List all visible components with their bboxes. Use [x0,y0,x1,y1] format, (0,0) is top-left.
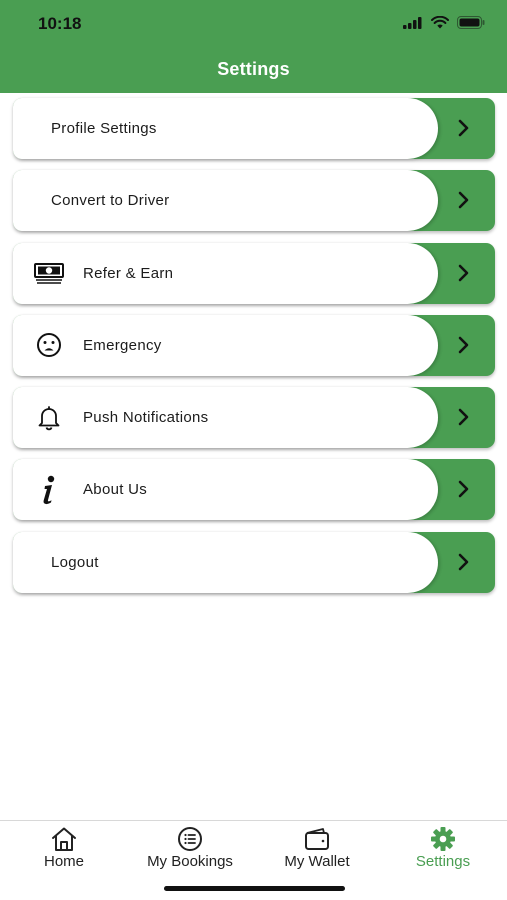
settings-list [13,98,495,604]
battery-icon [457,16,485,29]
status-time: 10:18 [38,14,82,33]
chevron-right-icon [453,118,473,138]
status-icons [403,16,485,29]
wallet-icon [303,826,331,852]
convert-to-driver-item[interactable] [13,170,495,231]
item-label: Logout [51,553,99,571]
tab-my-bookings[interactable] [127,821,253,881]
tab-home[interactable] [1,821,127,881]
card-body [13,459,438,520]
sad-face-icon [31,315,67,376]
chevron-right-icon [453,552,473,572]
item-label: Emergency [83,336,162,354]
tab-label: Settings [415,853,471,870]
push-notifications-item[interactable] [13,387,495,448]
emergency-item[interactable] [13,315,495,376]
chevron-right-icon [453,407,473,427]
item-label: Push Notifications [83,409,209,427]
gear-icon [429,826,457,852]
signal-icon [403,17,423,29]
item-label: About Us [83,481,148,499]
chevron-right-icon [453,479,473,499]
tab-settings[interactable] [380,821,506,881]
card-body [13,387,438,448]
tab-my-wallet[interactable] [254,821,380,881]
profile-settings-item[interactable] [13,98,495,159]
item-label: Profile Settings [51,120,157,137]
wifi-icon [431,16,449,29]
chevron-right-icon [453,335,473,355]
item-label: Convert to Driver [51,192,170,210]
header [0,0,507,93]
card-body [13,243,438,304]
chevron-right-icon [453,190,473,210]
card-body [13,315,438,376]
item-label: Refer & Earn [83,264,174,282]
home-icon [50,826,78,852]
refer-earn-item[interactable] [13,243,495,304]
logout-item[interactable] [13,532,495,593]
chevron-right-icon [453,263,473,283]
about-us-item[interactable] [13,459,495,520]
bell-icon [31,387,67,448]
tab-label: My Wallet [284,853,350,870]
home-indicator [164,886,345,891]
tab-label: My Bookings [147,853,233,870]
list-icon [176,826,204,852]
tab-label: Home [43,853,84,870]
money-icon [31,243,67,304]
info-icon [31,459,67,520]
page-title: Settings [217,59,290,79]
